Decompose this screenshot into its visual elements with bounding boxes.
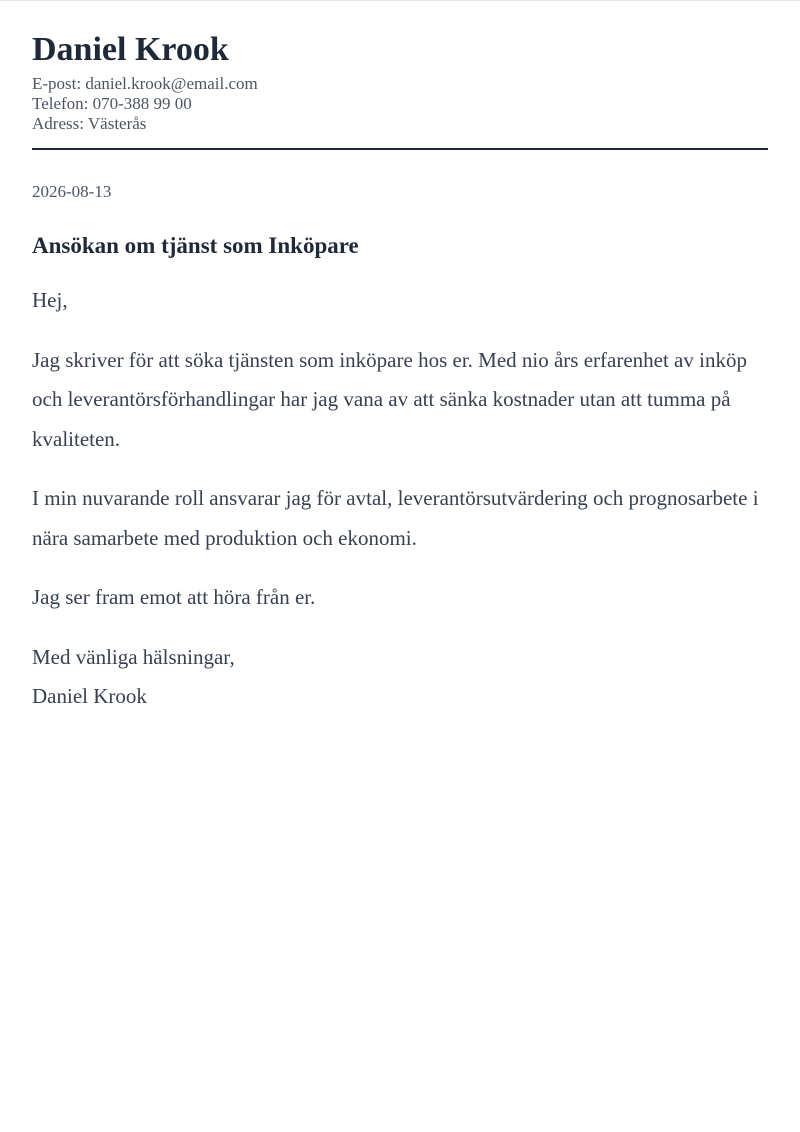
applicant-name: Daniel Krook bbox=[32, 31, 229, 68]
letter-closing: Med vänliga hälsningar, bbox=[32, 644, 235, 669]
letter-greeting: Hej, bbox=[32, 288, 68, 312]
letter-subject: Ansökan om tjänst som Inköpare bbox=[32, 233, 359, 258]
contact-address: Adress: Västerås bbox=[32, 114, 147, 133]
letter-paragraph-1: Jag skriver för att söka tjänsten som inköpare hos er. Med nio års erfarenhet av inköp och leverantörsförhandlingar har jag vana av att sänka kostnader utan att tumma på kvaliteten. bbox=[32, 347, 747, 451]
letter-closing-block bbox=[32, 638, 768, 716]
contact-email: E-post: daniel.krook@email.com bbox=[32, 74, 258, 93]
letter-signature: Daniel Krook bbox=[32, 683, 147, 708]
letter-header bbox=[32, 30, 768, 150]
contact-phone: Telefon: 070-388 99 00 bbox=[32, 94, 192, 113]
letter-paragraph-3: Jag ser fram emot att höra från er. bbox=[32, 585, 316, 609]
letter-date: 2026-08-13 bbox=[32, 182, 112, 201]
contact-info bbox=[32, 74, 768, 134]
letter-paragraph-2: I min nuvarande roll ansvarar jag för avtal, leverantörsutvärdering och prognosarbete i nära samarbete med produktion och ekonomi. bbox=[32, 486, 759, 550]
